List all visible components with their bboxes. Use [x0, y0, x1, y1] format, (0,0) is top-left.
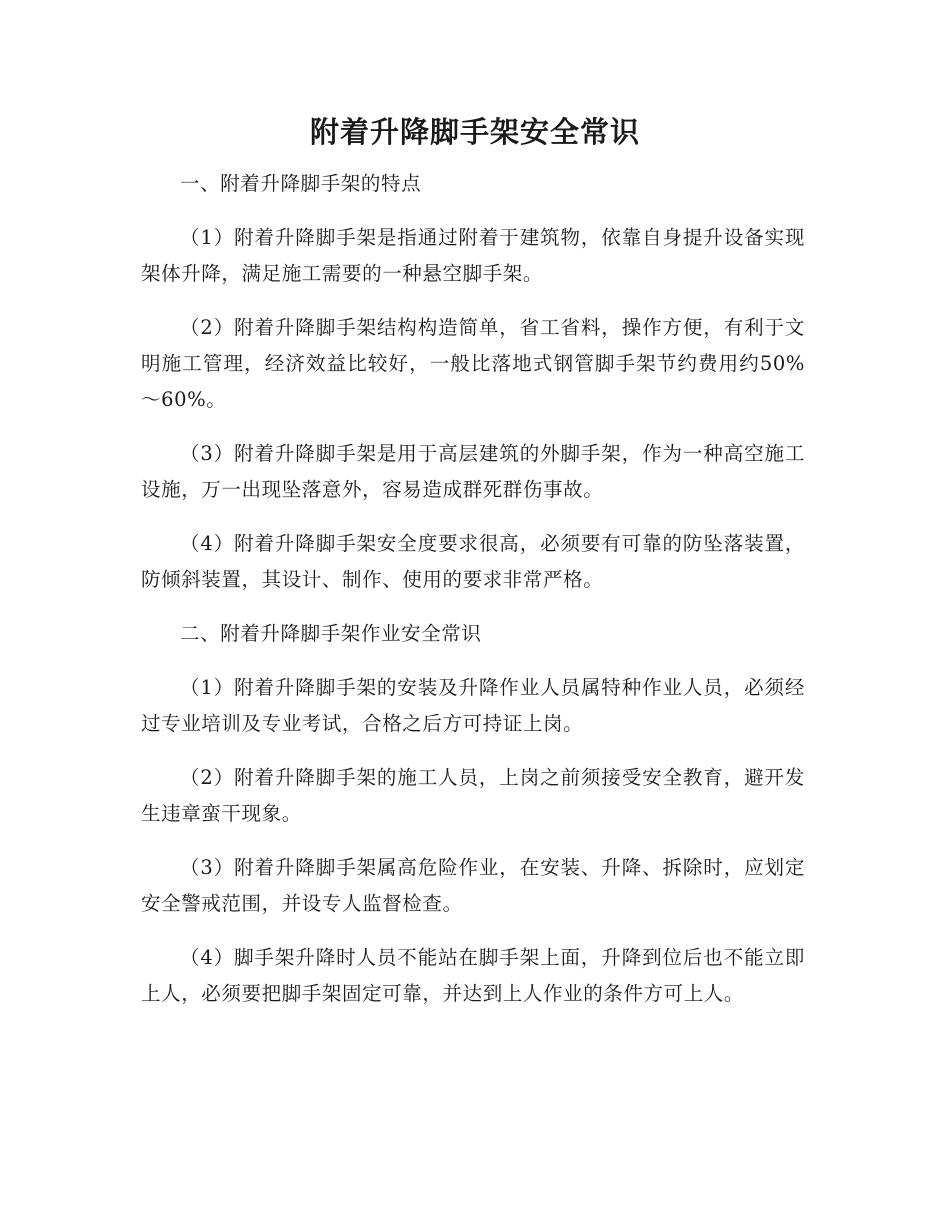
- paragraph-features-4: （4）附着升降脚手架安全度要求很高，必须要有可靠的防坠落装置，防倾斜装置，其设计、制作、使用的要求非常严格。: [141, 532, 805, 591]
- paragraph-safety-2: （2）附着升降脚手架的施工人员，上岗之前须接受安全教育，避开发生违章蛮干现象。: [141, 766, 805, 825]
- document-body: [141, 166, 805, 1030]
- section-heading-safety: 二、附着升降脚手架作业安全常识: [180, 622, 482, 645]
- document-title: 附着升降脚手架安全常识: [309, 115, 640, 149]
- paragraph-features-1: （1）附着升降脚手架是指通过附着于建筑物，依靠自身提升设备实现架体升降，满足施工需要的一种悬空脚手架。: [141, 226, 805, 285]
- section-heading-features: 一、附着升降脚手架的特点: [180, 172, 422, 195]
- paragraph-features-2: （2）附着升降脚手架结构构造简单，省工省料，操作方便，有利于文明施工管理，经济效益比较好，一般比落地式钢管脚手架节约费用约50%～60%。: [141, 316, 805, 411]
- paragraph-safety-4: （4）脚手架升降时人员不能站在脚手架上面，升降到位后也不能立即上人，必须要把脚手架固定可靠，并达到上人作业的条件方可上人。: [141, 946, 805, 1005]
- paragraph-safety-3: （3）附着升降脚手架属高危险作业，在安装、升降、拆除时，应划定安全警戒范围，并设专人监督检查。: [141, 856, 805, 915]
- paragraph-features-3: （3）附着升降脚手架是用于高层建筑的外脚手架，作为一种高空施工设施，万一出现坠落意外，容易造成群死群伤事故。: [141, 442, 805, 501]
- paragraph-safety-1: （1）附着升降脚手架的安装及升降作业人员属特种作业人员，必须经过专业培训及专业考试，合格之后方可持证上岗。: [141, 676, 805, 735]
